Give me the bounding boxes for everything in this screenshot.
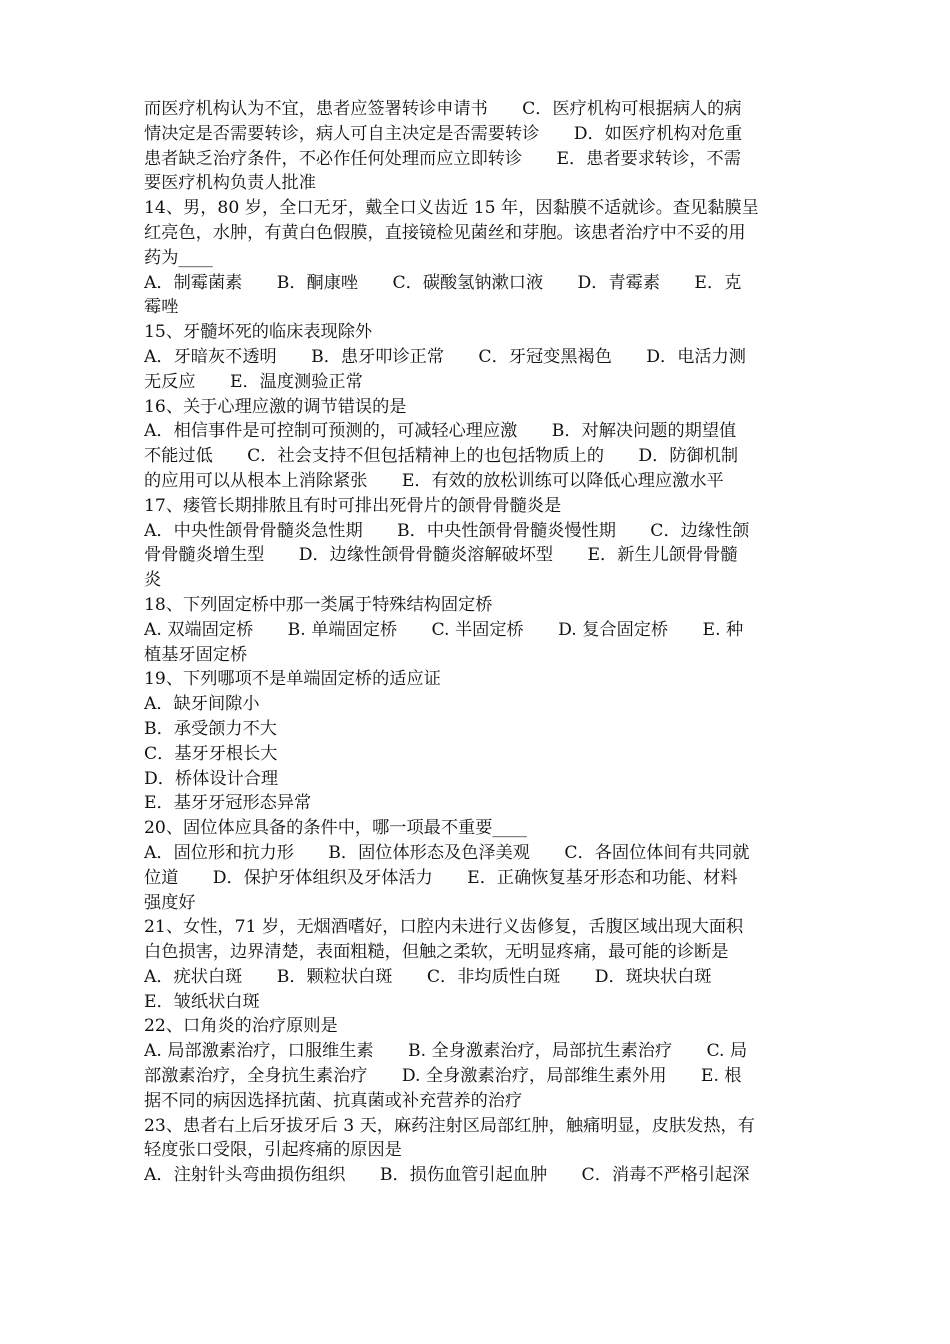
- text-line: 21、女性，71 岁，无烟酒嗜好，口腔内未进行义齿修复，舌腹区域出现大面积: [144, 917, 744, 938]
- text-line: 药为____: [144, 247, 213, 268]
- text-line: A．中央性颌骨骨髓炎急性期 B．中央性颌骨骨髓炎慢性期 C．边缘性颌: [144, 520, 750, 541]
- text-line: A．制霉菌素 B．酮康唑 C．碳酸氢钠漱口液 D．青霉素 E．克: [144, 272, 742, 293]
- text-line: A．疣状白斑 B．颗粒状白斑 C．非均质性白斑 D．斑块状白斑: [144, 966, 712, 987]
- text-line: 要医疗机构负责人批准: [144, 173, 316, 194]
- text-line: A．牙暗灰不透明 B．患牙叩诊正常 C．牙冠变黑褐色 D．电活力测: [144, 346, 746, 367]
- text-line: 23、患者右上后牙拔牙后 3 天，麻药注射区局部红肿，触痛明显，皮肤发热，有: [144, 1115, 755, 1136]
- text-line: 22、口角炎的治疗原则是: [144, 1016, 338, 1037]
- text-line: A．相信事件是可控制可预测的，可减轻心理应激 B．对解决问题的期望值: [144, 421, 737, 442]
- text-line: 患者缺乏治疗条件，不必作任何处理而应立即转诊 E．患者要求转诊，不需: [144, 148, 741, 169]
- text-line: 轻度张口受限，引起疼痛的原因是: [144, 1140, 402, 1161]
- text-line: 20、固位体应具备的条件中，哪一项最不重要____: [144, 818, 527, 839]
- text-line: D．桥体设计合理: [144, 768, 279, 789]
- text-line: 霉唑: [144, 297, 179, 318]
- text-line: 18、下列固定桥中那一类属于特殊结构固定桥: [144, 594, 493, 615]
- text-line: 白色损害，边界清楚，表面粗糙，但触之柔软，无明显疼痛，最可能的诊断是: [144, 942, 729, 963]
- text-line: 19、下列哪项不是单端固定桥的适应证: [144, 669, 441, 690]
- text-line: 情决定是否需要转诊，病人可自主决定是否需要转诊 D．如医疗机构对危重: [144, 123, 743, 144]
- text-line: A. 双端固定桥 B. 单端固定桥 C. 半固定桥 D. 复合固定桥 E. 种: [144, 619, 744, 640]
- text-line: 强度好: [144, 892, 196, 913]
- text-line: 炎: [144, 570, 162, 591]
- text-line: E．皱纸状白斑: [144, 991, 260, 1012]
- text-line: 不能过低 C．社会支持不但包括精神上的也包括物质上的 D．防御机制: [144, 446, 739, 467]
- text-line: B．承受颌力不大: [144, 718, 277, 739]
- text-line: 部激素治疗，全身抗生素治疗 D. 全身激素治疗，局部维生素外用 E. 根: [144, 1066, 742, 1087]
- text-line: 17、瘘管长期排脓且有时可排出死骨片的颌骨骨髓炎是: [144, 495, 562, 516]
- text-line: 的应用可以从根本上消除紧张 E．有效的放松训练可以降低心理应激水平: [144, 470, 724, 491]
- text-line: 红亮色，水肿，有黄白色假膜，直接镜检见菌丝和芽胞。该患者治疗中不妥的用: [144, 222, 746, 243]
- text-line: E．基牙牙冠形态异常: [144, 793, 312, 814]
- text-line: 而医疗机构认为不宜，患者应签署转诊申请书 C．医疗机构可根据病人的病: [144, 99, 742, 119]
- text-line: A．固位形和抗力形 B．固位体形态及色泽美观 C．各固位体间有共同就: [144, 842, 750, 863]
- text-line: C．基牙牙根长大: [144, 743, 278, 764]
- text-line: 植基牙固定桥: [144, 644, 248, 665]
- document-body: [144, 97, 812, 1188]
- text-line: 据不同的病因选择抗菌、抗真菌或补充营养的治疗: [144, 1090, 523, 1111]
- text-line: A．注射针头弯曲损伤组织 B．损伤血管引起血肿 C．消毒不严格引起深: [144, 1165, 750, 1186]
- text-line: 骨骨髓炎增生型 D．边缘性颌骨骨髓炎溶解破坏型 E．新生儿颌骨骨髓: [144, 545, 738, 566]
- text-line: A. 局部激素治疗，口服维生素 B. 全身激素治疗，局部抗生素治疗 C. 局: [144, 1041, 748, 1062]
- text-line: 16、关于心理应激的调节错误的是: [144, 396, 407, 417]
- text-line: 无反应 E．温度测验正常: [144, 371, 363, 392]
- text-line: A．缺牙间隙小: [144, 694, 260, 715]
- text-line: 15、牙髓坏死的临床表现除外: [144, 322, 373, 343]
- text-line: 14、男，80 岁，全口无牙，戴全口义齿近 15 年，因黏膜不适就诊。查见黏膜呈: [144, 198, 759, 219]
- text-line: 位道 D．保护牙体组织及牙体活力 E．正确恢复基牙形态和功能、材料: [144, 867, 738, 888]
